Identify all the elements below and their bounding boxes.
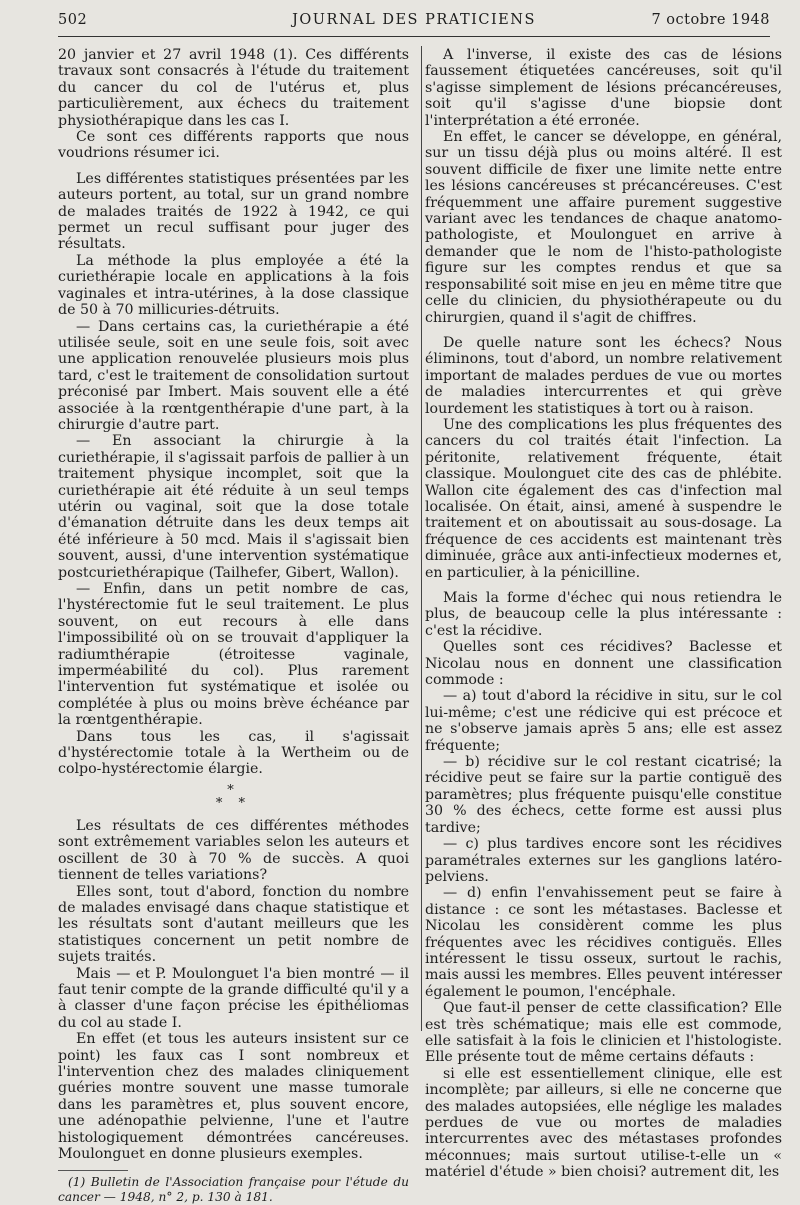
paragraph: Elles sont, tout d'abord, fonction du nombre de malades envisagé dans chaque statistique et les résultats sont d'autant meilleurs que les statistiques concernent un petit nombre de sujets traités. [58, 883, 409, 966]
paragraph: Que faut-il penser de cette classification? Elle est très schématique; mais elle est commode, elle satisfait à la fois le clinicien et l'histologiste. Elle présente tout de même certains défauts : [425, 1000, 782, 1066]
section-separator-asterisks [58, 784, 409, 810]
paragraph: Mais — et P. Moulonguet l'a bien montré — il faut tenir compte de la grande difficulté qu'il y a à classer d'une façon précise les épithéliomas du col au stade I. [58, 965, 409, 1031]
right-column [425, 47, 782, 1181]
paragraph: 20 janvier et 27 avril 1948 (1). Ces différents travaux sont consacrés à l'étude du traitement du cancer du col de l'utérus et, plus particulièrement, aux échecs du traitement physiothérapique dans les cas I. [58, 47, 409, 129]
page-header [58, 10, 770, 34]
paragraph: En effet (et tous les auteurs insistent sur ce point) les faux cas I sont nombreux et l'intervention chez des malades cliniquement guéries montre souvent une masse tumorale dans les paramètres et, plus souvent encore, une adénopathie pelvienne, l'une et l'autre histologiquement démontrées cancéreuses. Moulonguet en donne plusieurs exemples. [58, 1031, 409, 1162]
paragraph: — Dans certains cas, la curiethérapie a été utilisée seule, soit en une seule fois, soit avec une application renouvelée plusieurs mois plus tard, c'est le traitement de consolidation surtout préconisé par Imbert. Mais souvent elle a été associée à la rœntgenthérapie d'une part, à la chirurgie d'autre part. [58, 318, 409, 433]
paragraph: Dans tous les cas, il s'agissait d'hystérectomie totale à la Wertheim ou de colpo-hystérectomie élargie. [58, 728, 409, 778]
paragraph: si elle est essentiellement clinique, elle est incomplète; par ailleurs, si elle ne concerne que des malades autopsiées, elle néglige les malades perdues de vue ou mortes de maladies intercurrentes avec des métastases profondes méconnues; mais surtout utilise-t-elle un « matériel d'étude » bien choisi? autrement dit, les [425, 1065, 782, 1181]
paragraph: Une des complications les plus fréquentes des cancers du col traités était l'infection. La péritonite, relativement fréquente, était classique. Moulonguet cite des cas de phlébite. Wallon cite également des cas d'infection mal localisée. On était, ainsi, amené à suspendre le traitement et on aboutissait au sous-dosage. La fréquence de ces accidents est maintenant très diminuée, grâce aux anti-infectieux modernes et, en particulier, à la pénicilline. [425, 416, 782, 581]
footnote: (1) Bulletin de l'Association française pour l'étude du cancer — 1948, n° 2, p. 130 à 181. [58, 1175, 409, 1204]
page-number: 502 [58, 12, 88, 28]
paragraph: En effet, le cancer se développe, en général, sur un tissu déjà plus ou moins altéré. Il est souvent difficile de fixer une limite nette entre les lésions cancéreuses st précancéreuses. C'est fréquemment une affaire purement suggestive variant avec les tendances de chaque anatomo-pathologiste, et Moulonguet en arrive à demander que le nom de l'histo-pathologiste figure sur les comptes rendus et que sa responsabilité soit mise en jeu en même titre que celle du clinicien, du physiothérapeute ou du chirurgien, quand il s'agit de chiffres. [425, 129, 782, 326]
paragraph: Les différentes statistiques présentées par les auteurs portent, au total, sur un grand nombre de malades traités de 1922 à 1942, ce qui permet un recul suffisant pour juger des résultats. [58, 170, 409, 253]
column-divider [421, 46, 422, 1031]
paragraph: — En associant la chirurgie à la curiethérapie, il s'agissait parfois de pallier à un traitement physique incomplet, soit que la curiethérapie ait été réduite à un seul temps utérin ou vaginal, soit que la dose totale d'émanation détruite dans les deux temps ait été inférieure à 50 mcd. Mais il s'agissait bien souvent, aussi, d'une intervention systématique postcuriethérapique (Tailhefer, Gibert, Wallon). [58, 433, 409, 581]
issue-date: 7 octobre 1948 [651, 12, 770, 28]
journal-title: JOURNAL DES PRATICIENS [292, 12, 536, 28]
header-rule [58, 36, 770, 37]
paragraph: La méthode la plus employée a été la curiethérapie locale en applications à la fois vaginales et intra-utérines, à la dose classique de 50 à 70 millicuries-détruits. [58, 252, 409, 319]
footnote-rule [58, 1170, 128, 1171]
paragraph: Les résultats de ces différentes méthodes sont extrêmement variables selon les auteurs et oscillent de 30 à 70 % de succès. A quoi tiennent de telles variations? [58, 817, 409, 884]
paragraph: A l'inverse, il existe des cas de lésions faussement étiquetées cancéreuses, soit qu'il s'agisse simplement de lésions précancéreuses, soit qu'il s'agisse d'une biopsie dont l'interprétation a été erronée. [425, 47, 782, 129]
paragraph: — Enfin, dans un petit nombre de cas, l'hystérectomie fut le seul traitement. Le plus souvent, on eut recours à elle dans l'impossibilité où on se trouvait d'appliquer la radiumthérapie (étroitesse vaginale, imperméabilité du col). Plus rarement l'intervention fut systématique et isolée ou complétée à plus ou moins brève échéance par la rœntgenthérapie. [58, 581, 409, 729]
paragraph: Quelles sont ces récidives? Baclesse et Nicolau nous en donnent une classification commode : [425, 639, 782, 689]
paragraph: — a) tout d'abord la récidive in situ, sur le col lui-même; c'est une rédicive qui est précoce et ne s'observe jamais après 5 ans; elle est assez fréquente; [425, 688, 782, 754]
paragraph: Mais la forme d'échec qui nous retiendra le plus, de beaucoup celle la plus intéressante : c'est la récidive. [425, 590, 782, 639]
paragraph: — c) plus tardives encore sont les récidives paramétrales externes sur les ganglions latéro-pelviens. [425, 836, 782, 885]
asterisk-bottom: * * [215, 795, 252, 811]
paragraph: Ce sont ces différents rapports que nous voudrions résumer ici. [58, 129, 409, 162]
paragraph: — b) récidive sur le col restant cicatrisé; la récidive peut se faire sur la partie contiguë des paramètres; plus fréquente puisqu'elle constitue 30 % des échecs, cette forme est aussi plus tardive; [425, 754, 782, 836]
paragraph: De quelle nature sont les échecs? Nous éliminons, tout d'abord, un nombre relativement important de malades perdues de vue ou mortes de maladies intercurrentes et qui grève lourdement les statistiques à tort ou à raison. [425, 334, 782, 417]
asterisk-top: * [227, 782, 240, 798]
paragraph: — d) enfin l'envahissement peut se faire à distance : ce sont les métastases. Baclesse et Nicolau les considèrent comme les plus fréquentes avec les récidives contiguës. Elles intéressent le tissu osseux, surtout le rachis, mais aussi les membres. Elles peuvent intéresser également le poumon, l'encéphale. [425, 885, 782, 1000]
